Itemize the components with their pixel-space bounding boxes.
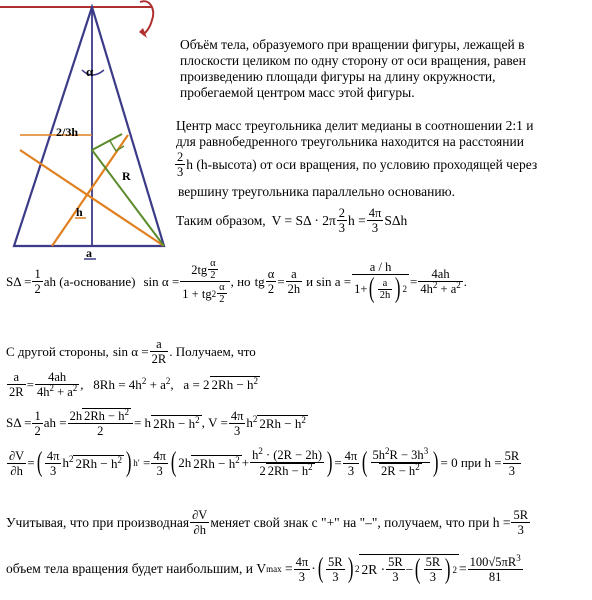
paragraph-volume-theorem — [180, 37, 526, 101]
formula-text: 2h — [178, 455, 192, 470]
radius-perp — [92, 134, 122, 150]
formula-text: = — [277, 273, 285, 289]
area-sin-line — [6, 258, 467, 305]
median-line-2 — [52, 135, 128, 246]
text-line: . Получаем, что — [169, 343, 256, 359]
paren: ( — [362, 447, 368, 478]
paren: ) — [347, 553, 354, 584]
other-side-line — [6, 337, 256, 366]
text-line: С другой стороны, — [6, 343, 109, 359]
fraction: $\frac{2}{3}$ — [338, 206, 346, 235]
fraction: $\frac{5R}{3}$ — [504, 448, 520, 478]
formula-text: sin α = — [112, 343, 149, 359]
text-line: = 0 при h = — [440, 455, 502, 470]
formula-text: , $8Rh = 4h^2 + a^2$, a = 2 — [80, 375, 210, 392]
fraction: $\frac{4\pi}{3}$ — [344, 448, 358, 478]
formula-text: $h^2$ — [246, 414, 258, 430]
formula-text: · — [311, 561, 316, 576]
formula-text: = — [410, 273, 418, 289]
text-line: произведению площади фигуры на длину окружности, — [180, 69, 496, 84]
paren: ( — [415, 553, 421, 585]
paren: ( — [170, 447, 177, 478]
formula-text: $h^2$ — [62, 454, 74, 470]
sqrt-expression: $2Rh - h^2$ — [153, 414, 200, 431]
formula-text: , V = — [201, 415, 228, 430]
fraction: $\frac{a}{2R}$ — [151, 337, 167, 366]
fraction: $\frac{a}{2R}$ — [9, 370, 24, 399]
formula-text: SΔ = — [6, 415, 32, 430]
volume-formula-line — [176, 206, 407, 235]
fraction: $\frac{1}{2}$ — [34, 267, 41, 296]
paren: ( — [36, 447, 43, 478]
text-line: объем тела вращения будет наибольшим, и V — [6, 561, 267, 576]
text-line: и sin a = — [306, 273, 352, 289]
formula-text: = — [139, 455, 151, 470]
formula-text: h = — [348, 212, 366, 228]
text-line: Объём тела, образуемого при вращении фигуры, лежащей в — [180, 37, 525, 52]
sqrt-expression: 2R · $\frac{5R}{3}$ − ( $\frac{5R}{3}$ ) 2 — [361, 553, 458, 585]
fraction: $\frac{4\pi}{3}$ — [368, 206, 382, 235]
fraction: $\frac{5R}{3}$ — [328, 554, 343, 584]
text-line: плоскости целиком по одну сторону от оси вращения, равен — [180, 53, 526, 68]
formula-text: = — [334, 455, 342, 470]
formula-text: = — [281, 561, 293, 576]
fraction: $\frac{100√5\pi R^3}{81}$ — [469, 552, 521, 584]
equation-line-R — [6, 370, 260, 399]
text-line: , но — [230, 273, 251, 289]
paren: ( — [317, 553, 324, 584]
distance-line — [174, 150, 537, 179]
fraction: $\frac{4\pi}{3}$ — [295, 554, 309, 584]
formula-text: = — [26, 376, 34, 392]
formula-text: tg — [254, 273, 265, 289]
formula-text: = — [459, 561, 467, 576]
formula-text: SΔ = — [6, 273, 32, 289]
two-thirds-h-label: 2/3h — [56, 125, 79, 139]
text-line: Учитывая, что при производная — [6, 514, 190, 530]
paragraph-center-of-mass — [176, 118, 533, 150]
r-label: R — [122, 169, 131, 183]
sqrt-expression: $2Rh - h^2$ — [259, 414, 306, 431]
sqrt-expression: $2Rh - h^2$ — [75, 454, 122, 471]
radius-line — [92, 150, 164, 246]
fraction: $\frac{4\pi}{3}$ — [230, 408, 244, 438]
alpha-label: α — [86, 64, 94, 79]
fraction: $\frac{5h^2R - 3h^3}{2R - h^2}$ — [372, 446, 429, 478]
formula-text: SΔh — [384, 212, 408, 228]
fraction: $\frac{5R}{3}$ — [425, 555, 441, 584]
fraction: $\frac{4\pi}{3}$ — [46, 448, 60, 478]
fraction: $\frac{\alpha}{2}$ — [267, 267, 275, 296]
fraction: $\frac{4\pi}{3}$ — [153, 448, 166, 478]
paren: ) — [433, 447, 439, 478]
area-volume-line — [6, 408, 308, 438]
text-line: меняет свой знак с "+" на "–", получаем, что при h = — [210, 514, 511, 530]
formula-text: V = SΔ · 2π — [271, 212, 336, 228]
text-line: Таким образом, — [176, 212, 266, 228]
volume-max-line: объем тела вращения будет наибольшим, и V max = $\frac{4\pi}{3}$ · ( $\frac{5R}{3}$ ) 2 2R · $\frac{5R}{3}$ − ( $\frac{5R}{3}$ ) 2 = $\frac{100√5\pi R^3}{81}$ — [6, 552, 521, 585]
fraction: $\frac{\partial V}{\partial h}$ — [9, 448, 25, 478]
sqrt-expression: $2Rh - h^2$ — [193, 454, 240, 471]
fraction: 2tg $\frac{\alpha}{2}$ 1 + tg 2 $\frac{\alpha}{2}$ — [180, 258, 229, 305]
fraction: $\frac{2h 2Rh - h^2}{2}$ — [68, 408, 133, 438]
formula-text: ah = — [43, 415, 67, 430]
a-label: a — [86, 246, 92, 260]
fraction: $\frac{4ah}{4h^2 + a^2}$ — [36, 370, 78, 399]
triangle-outline — [14, 7, 164, 246]
fraction: $\frac{1}{2}$ — [34, 408, 41, 438]
h-label: h — [76, 205, 83, 219]
sqrt-expression: $2Rh - h^2$ — [211, 376, 259, 392]
text-line: для равнобедренного треугольника находится на расстоянии — [176, 134, 524, 149]
text-line: вершину треугольника параллельно основанию. — [178, 184, 456, 199]
triangle-figure — [0, 0, 172, 262]
fraction: $\frac{h^2 \cdot (2R - 2h)}{2 2Rh - h^2}$ — [252, 446, 322, 478]
fraction-two-thirds: $\frac{2}{3}$ — [177, 150, 184, 179]
paren: ) — [326, 447, 333, 478]
formula-text: = — [27, 455, 35, 470]
formula-text: = h — [133, 415, 152, 430]
fraction: a / h 1+ ( $\frac{a}{2h}$ ) 2 — [354, 260, 408, 304]
considering-line — [6, 508, 531, 537]
fraction: $\frac{a}{2h}$ — [287, 267, 301, 296]
fraction: $\frac{4ah}{4h^2 + a^2}$ — [420, 267, 461, 296]
text-line: ah (a-основание) — [43, 273, 136, 289]
fraction: $\frac{\partial V}{\partial h}$ — [192, 508, 208, 537]
formula-text: . — [463, 273, 467, 289]
text-line: h (h-высота) от оси вращения, по условию проходящей через — [186, 156, 538, 172]
fraction: $\frac{5R}{3}$ — [388, 555, 403, 584]
formula-text: + — [241, 455, 250, 470]
text-line: пробегаемой центром масс этой фигуры. — [180, 85, 415, 100]
paren: ) — [445, 553, 451, 585]
formula-text: sin α = — [143, 273, 180, 289]
text-line: Центр масс треугольника делит медианы в соотношении 2:1 и — [176, 118, 534, 133]
fraction: $\frac{5R}{3}$ — [513, 508, 529, 537]
paren: ) — [125, 447, 132, 478]
derivative-line: $\frac{\partial V}{\partial h}$ = ( $\frac{4\pi}{3}$ $h^2$ $2Rh - h^2$ ) h ′ = $\frac{4\pi}{3}$ ( 2h $2Rh - h^2$ + $\frac{h^2 \cdot (2R - 2h)}{2 2Rh - h^2}$ ) = $\frac{4\pi}{3}$ ( $\frac{5h^2R - 3h^3}{2R - h^2}$ ) = 0 при h = $\frac{5R}{3}$ — [9, 446, 520, 478]
